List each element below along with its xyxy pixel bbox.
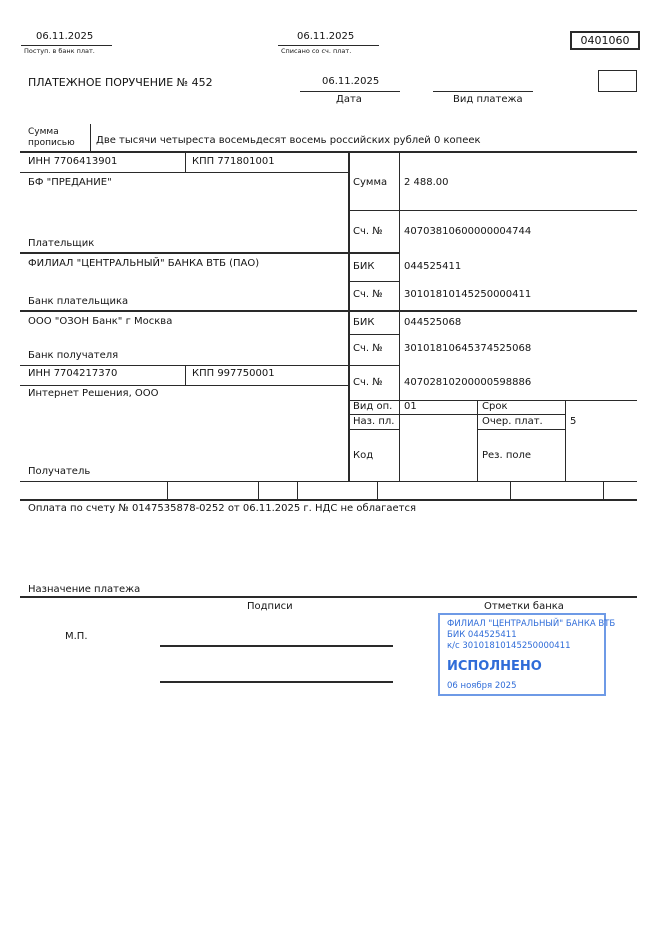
table-column-divider (477, 400, 478, 481)
payee-bank-account-label: Сч. № (353, 343, 383, 354)
inn-kpp-divider (185, 365, 186, 385)
amount-value: 2 488.00 (404, 177, 449, 188)
divider-line (348, 281, 400, 282)
stamp-bank-name: ФИЛИАЛ "ЦЕНТРАЛЬНЫЙ" БАНКА ВТБ (447, 619, 616, 629)
priority-value: 5 (570, 416, 577, 427)
payee-account-label: Сч. № (353, 377, 383, 388)
document-number: 452 (191, 76, 213, 89)
signatures-caption: Подписи (247, 601, 293, 612)
document-date-underline (300, 91, 400, 92)
payee-bank-caption: Банк получателя (28, 350, 119, 361)
payment-kind-underline (433, 91, 533, 92)
op-kind-label: Вид оп. (353, 401, 393, 412)
document-date-caption: Дата (336, 94, 362, 105)
amount-words-label-line2: прописью (28, 138, 75, 148)
divider-line (348, 429, 400, 430)
payer-bank-bik-label: БИК (353, 261, 375, 272)
signature-line (160, 645, 393, 647)
table-label-divider (399, 151, 400, 481)
inn-kpp-divider (185, 152, 186, 172)
table-column-divider (348, 151, 350, 481)
payee-inn: ИНН 7704217370 (28, 368, 118, 379)
divider-line (477, 429, 566, 430)
payer-account-label: Сч. № (353, 226, 383, 237)
purpose-caption: Назначение платежа (28, 584, 141, 595)
divider-line (348, 210, 637, 211)
band-top-line (20, 481, 637, 482)
stamp-place-label: М.П. (65, 631, 88, 642)
divider-line (20, 172, 348, 173)
document-title (28, 77, 213, 90)
payee-bank-bik-label: БИК (353, 317, 375, 328)
form-code-box (570, 31, 640, 50)
payee-kpp: КПП 997750001 (192, 368, 275, 379)
divider-line (348, 334, 400, 335)
priority-label: Очер. плат. (482, 416, 543, 427)
payer-caption: Плательщик (28, 238, 95, 249)
payer-bank-account-label: Сч. № (353, 289, 383, 300)
stamp-date: 06 ноября 2025 (447, 681, 517, 691)
payee-bank-bik: 044525068 (404, 317, 462, 328)
debited-date: 06.11.2025 (297, 31, 355, 42)
signature-line (160, 681, 393, 683)
debited-date-underline (278, 45, 379, 46)
bank-stamp (438, 613, 616, 696)
purpose-text: Оплата по счету № 0147535878-0252 от 06.11.2025 г. НДС не облагается (28, 503, 417, 514)
received-date-caption: Поступ. в банк плат. (24, 47, 95, 55)
amount-words-label-line1: Сумма (28, 127, 59, 137)
term-label: Срок (482, 401, 508, 412)
payer-inn: ИНН 7706413901 (28, 156, 118, 167)
amount-label: Сумма (353, 177, 388, 188)
debited-date-caption: Списано со сч. плат. (281, 47, 352, 55)
pay-purpose-code-label: Наз. пл. (353, 416, 395, 427)
band-divider (510, 481, 511, 500)
divider-line (20, 252, 399, 254)
payment-kind-box (598, 70, 637, 92)
payee-bank-name: ООО "ОЗОН Банк" г Москва (28, 316, 173, 327)
amount-words-text: Две тысячи четыреста восемьдесят восемь российских рублей 0 копеек (96, 135, 481, 146)
payee-bank-account: 30101810645374525068 (404, 343, 532, 354)
payer-account: 40703810600000004744 (404, 226, 532, 237)
divider-line (20, 365, 399, 366)
divider-line (20, 310, 637, 312)
form-code: 0401060 (580, 34, 630, 47)
received-date-underline (21, 45, 112, 46)
payer-bank-caption: Банк плательщика (28, 296, 129, 307)
bank-marks-caption: Отметки банка (484, 601, 564, 612)
reserve-field-label: Рез. поле (482, 450, 532, 461)
band-bottom-line (20, 499, 637, 501)
payer-kpp: КПП 771801001 (192, 156, 275, 167)
stamp-corr-account: к/с 30101810145250000411 (447, 641, 571, 651)
payment-kind-caption: Вид платежа (453, 94, 523, 105)
band-divider (167, 481, 168, 500)
payee-account: 40702810200000598886 (404, 377, 532, 388)
stamp-bik: БИК 044525411 (447, 630, 517, 640)
payer-bank-bik: 044525411 (404, 261, 462, 272)
stamp-status: ИСПОЛНЕНО (447, 659, 542, 674)
table-label-divider (565, 400, 566, 481)
payer-bank-name: ФИЛИАЛ "ЦЕНТРАЛЬНЫЙ" БАНКА ВТБ (ПАО) (28, 258, 260, 269)
divider-line (348, 414, 565, 415)
divider-line (20, 151, 637, 153)
document-title-label: ПЛАТЕЖНОЕ ПОРУЧЕНИЕ № (28, 76, 189, 89)
code-label: Код (353, 450, 374, 461)
divider-line (20, 385, 348, 386)
op-kind-value: 01 (404, 401, 417, 412)
band-divider (297, 481, 298, 500)
amount-words-divider (90, 124, 91, 151)
received-date: 06.11.2025 (36, 31, 94, 42)
divider-line (20, 596, 637, 598)
payer-name: БФ "ПРЕДАНИЕ" (28, 177, 112, 188)
band-divider (603, 481, 604, 500)
band-divider (377, 481, 378, 500)
document-date: 06.11.2025 (322, 76, 380, 87)
payee-name: Интернет Решения, ООО (28, 388, 159, 399)
payee-caption: Получатель (28, 466, 91, 477)
band-divider (258, 481, 259, 500)
payer-bank-account: 30101810145250000411 (404, 289, 532, 300)
